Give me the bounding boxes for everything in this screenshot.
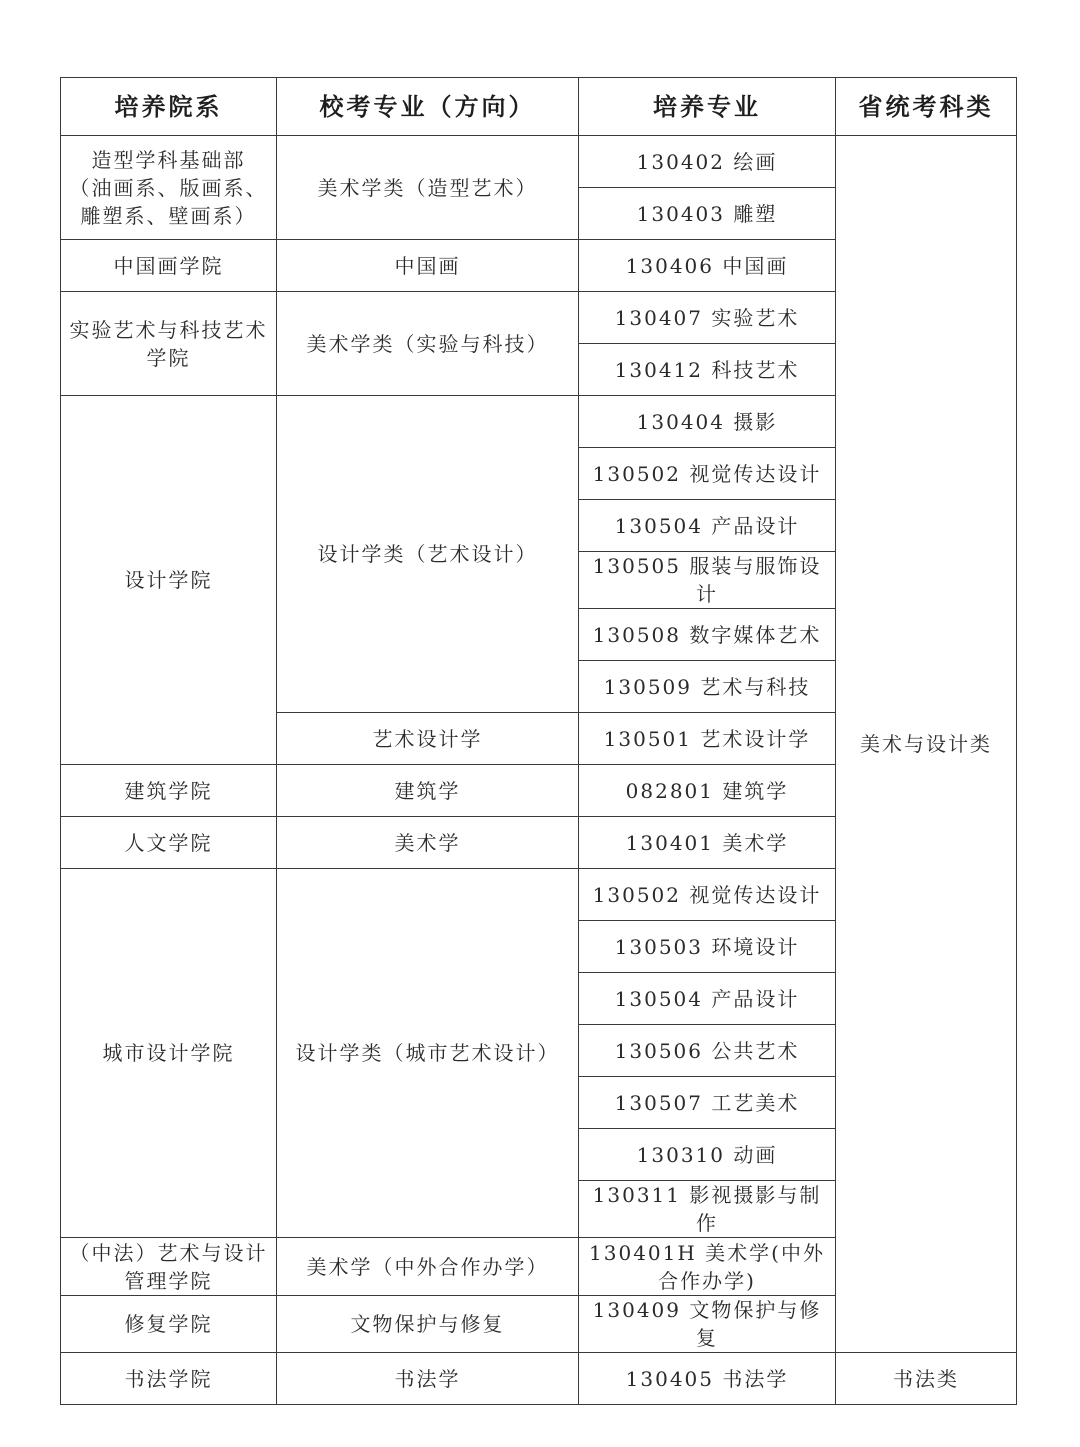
dept-cell: 城市设计学院 (61, 869, 277, 1238)
school-major-cell: 中国画 (277, 240, 579, 292)
major-cell: 130412 科技艺术 (579, 344, 836, 396)
header-province-category: 省统考科类 (836, 78, 1017, 136)
header-dept: 培养院系 (61, 78, 277, 136)
dept-cell: 人文学院 (61, 817, 277, 869)
school-major-cell: 建筑学 (277, 765, 579, 817)
major-cell: 130406 中国画 (579, 240, 836, 292)
school-major-cell: 设计学类（艺术设计） (277, 396, 579, 713)
dept-cell: 中国画学院 (61, 240, 277, 292)
major-cell (579, 1238, 836, 1296)
header-training-major: 培养专业 (579, 78, 836, 136)
majors-table (60, 77, 1017, 1405)
major-cell: 130503 环境设计 (579, 921, 836, 973)
school-major-cell: 美术学（中外合作办学） (277, 1238, 579, 1296)
province-category-cell: 美术与设计类 (836, 136, 1017, 1353)
dept-cell: 修复学院 (61, 1296, 277, 1353)
dept-cell (61, 1238, 277, 1296)
header-row (61, 78, 1017, 136)
major-cell: 130403 雕塑 (579, 188, 836, 240)
dept-label: 造型学科基础部 （油画系、版画系、 雕塑系、壁画系） (69, 147, 268, 228)
dept-cell: 建筑学院 (61, 765, 277, 817)
table-row (61, 1353, 1017, 1405)
major-cell: 130504 产品设计 (579, 500, 836, 552)
major-cell: 130401 美术学 (579, 817, 836, 869)
school-major-cell: 设计学类（城市艺术设计） (277, 869, 579, 1238)
major-cell: 130404 摄影 (579, 396, 836, 448)
major-cell: 130502 视觉传达设计 (579, 869, 836, 921)
major-cell: 130409 文物保护与修复 (579, 1296, 836, 1353)
major-cell: 130407 实验艺术 (579, 292, 836, 344)
major-cell: 130502 视觉传达设计 (579, 448, 836, 500)
school-major-cell: 文物保护与修复 (277, 1296, 579, 1353)
dept-cell: 设计学院 (61, 396, 277, 765)
major-cell: 130310 动画 (579, 1129, 836, 1181)
major-cell: 130504 产品设计 (579, 973, 836, 1025)
dept-label: （中法）艺术与设计 管理学院 (69, 1240, 268, 1293)
major-cell: 130506 公共艺术 (579, 1025, 836, 1077)
dept-label: 实验艺术与科技艺术 学院 (69, 317, 268, 370)
school-major-cell: 美术学类（造型艺术） (277, 136, 579, 240)
school-major-cell: 美术学类（实验与科技） (277, 292, 579, 396)
table-row (61, 136, 1017, 188)
dept-cell: 书法学院 (61, 1353, 277, 1405)
header-school-major: 校考专业（方向） (277, 78, 579, 136)
school-major-cell: 美术学 (277, 817, 579, 869)
school-major-cell: 书法学 (277, 1353, 579, 1405)
major-cell: 130311 影视摄影与制作 (579, 1181, 836, 1238)
major-cell: 082801 建筑学 (579, 765, 836, 817)
dept-cell (61, 136, 277, 240)
major-cell: 130402 绘画 (579, 136, 836, 188)
major-cell: 130505 服装与服饰设计 (579, 552, 836, 609)
major-cell: 130501 艺术设计学 (579, 713, 836, 765)
major-cell: 130509 艺术与科技 (579, 661, 836, 713)
major-label: 130401H 美术学(中外 合作办学) (589, 1240, 825, 1293)
dept-cell (61, 292, 277, 396)
major-cell: 130507 工艺美术 (579, 1077, 836, 1129)
school-major-cell: 艺术设计学 (277, 713, 579, 765)
major-cell: 130508 数字媒体艺术 (579, 609, 836, 661)
major-cell: 130405 书法学 (579, 1353, 836, 1405)
province-category-cell: 书法类 (836, 1353, 1017, 1405)
